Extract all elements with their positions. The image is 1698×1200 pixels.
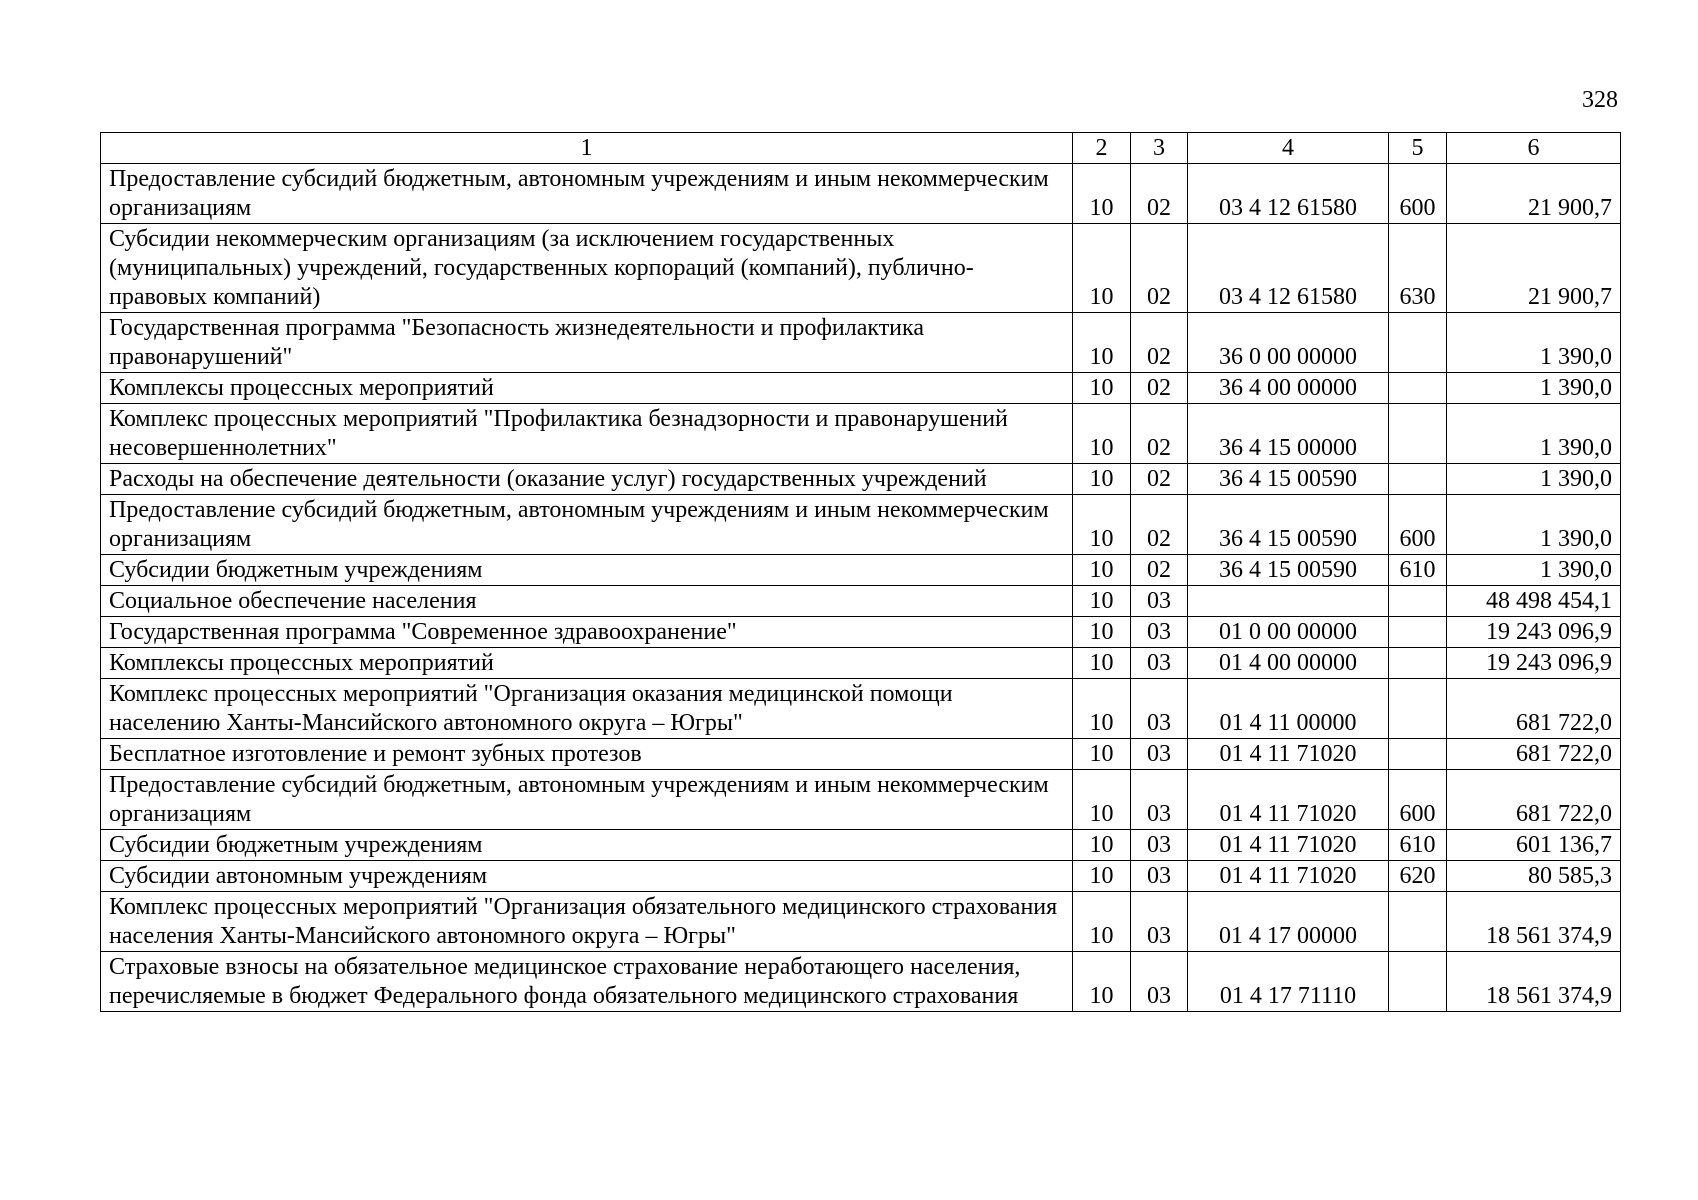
row-section: 10 [1073, 952, 1131, 1012]
table-row [101, 313, 1621, 373]
row-subsection: 02 [1131, 495, 1188, 555]
budget-table [100, 132, 1621, 1012]
row-section: 10 [1073, 739, 1131, 770]
row-target-article: 36 4 15 00000 [1188, 404, 1389, 464]
row-target-article: 01 4 11 00000 [1188, 679, 1389, 739]
row-target-article: 01 4 17 00000 [1188, 892, 1389, 952]
row-target-article: 01 4 11 71020 [1188, 861, 1389, 892]
table-row [101, 555, 1621, 586]
row-name: Предоставление субсидий бюджетным, автономным учреждениям и иным некоммерческим организациям [101, 770, 1073, 830]
row-name: Предоставление субсидий бюджетным, автономным учреждениям и иным некоммерческим организациям [101, 164, 1073, 224]
table-row [101, 404, 1621, 464]
column-header: 2 [1073, 133, 1131, 164]
row-name: Комплекс процессных мероприятий "Организация оказания медицинской помощи населению Ханты-Мансийского автономного округа – Югры" [101, 679, 1073, 739]
row-subsection: 02 [1131, 164, 1188, 224]
row-amount: 1 390,0 [1447, 404, 1621, 464]
row-amount: 1 390,0 [1447, 555, 1621, 586]
column-header: 3 [1131, 133, 1188, 164]
row-name: Социальное обеспечение населения [101, 586, 1073, 617]
row-name: Комплексы процессных мероприятий [101, 648, 1073, 679]
row-section: 10 [1073, 164, 1131, 224]
row-target-article: 01 4 11 71020 [1188, 739, 1389, 770]
row-expense-type [1389, 617, 1447, 648]
row-name: Комплекс процессных мероприятий "Организация обязательного медицинского страхования населения Ханты-Мансийского автономного округа – Югры" [101, 892, 1073, 952]
row-target-article: 36 0 00 00000 [1188, 313, 1389, 373]
table-row [101, 679, 1621, 739]
row-name: Предоставление субсидий бюджетным, автономным учреждениям и иным некоммерческим организациям [101, 495, 1073, 555]
row-section: 10 [1073, 313, 1131, 373]
row-target-article: 36 4 15 00590 [1188, 464, 1389, 495]
row-amount: 21 900,7 [1447, 164, 1621, 224]
row-expense-type: 620 [1389, 861, 1447, 892]
row-section: 10 [1073, 224, 1131, 313]
row-expense-type [1389, 679, 1447, 739]
row-name: Субсидии некоммерческим организациям (за исключением государственных (муниципальных) учреждений, государственных корпораций (компаний), публично-правовых компаний) [101, 224, 1073, 313]
row-target-article: 03 4 12 61580 [1188, 164, 1389, 224]
row-target-article: 01 4 00 00000 [1188, 648, 1389, 679]
table-row [101, 164, 1621, 224]
column-header: 4 [1188, 133, 1389, 164]
table-row [101, 892, 1621, 952]
row-subsection: 02 [1131, 224, 1188, 313]
row-section: 10 [1073, 495, 1131, 555]
row-section: 10 [1073, 861, 1131, 892]
row-target-article: 36 4 00 00000 [1188, 373, 1389, 404]
row-section: 10 [1073, 679, 1131, 739]
row-subsection: 03 [1131, 952, 1188, 1012]
table-row [101, 952, 1621, 1012]
row-name: Страховые взносы на обязательное медицинское страхование неработающего населения, перечисляемые в бюджет Федерального фонда обязательного медицинского страхования [101, 952, 1073, 1012]
row-target-article: 01 4 17 71110 [1188, 952, 1389, 1012]
row-amount: 1 390,0 [1447, 313, 1621, 373]
row-subsection: 02 [1131, 373, 1188, 404]
row-target-article: 36 4 15 00590 [1188, 555, 1389, 586]
column-header: 5 [1389, 133, 1447, 164]
row-subsection: 03 [1131, 679, 1188, 739]
row-amount: 681 722,0 [1447, 739, 1621, 770]
row-amount: 1 390,0 [1447, 464, 1621, 495]
row-expense-type [1389, 404, 1447, 464]
table-row [101, 830, 1621, 861]
table-row [101, 373, 1621, 404]
table-row [101, 464, 1621, 495]
row-name: Комплексы процессных мероприятий [101, 373, 1073, 404]
row-expense-type: 610 [1389, 830, 1447, 861]
row-name: Субсидии бюджетным учреждениям [101, 555, 1073, 586]
row-expense-type: 630 [1389, 224, 1447, 313]
row-subsection: 02 [1131, 555, 1188, 586]
row-name: Расходы на обеспечение деятельности (оказание услуг) государственных учреждений [101, 464, 1073, 495]
row-section: 10 [1073, 586, 1131, 617]
row-amount: 1 390,0 [1447, 495, 1621, 555]
header-row [101, 133, 1621, 164]
row-expense-type: 610 [1389, 555, 1447, 586]
row-subsection: 03 [1131, 861, 1188, 892]
row-target-article [1188, 586, 1389, 617]
column-header: 1 [101, 133, 1073, 164]
table-row [101, 770, 1621, 830]
row-subsection: 02 [1131, 464, 1188, 495]
row-section: 10 [1073, 892, 1131, 952]
row-section: 10 [1073, 830, 1131, 861]
row-subsection: 03 [1131, 586, 1188, 617]
row-expense-type [1389, 313, 1447, 373]
row-target-article: 01 0 00 00000 [1188, 617, 1389, 648]
row-subsection: 03 [1131, 892, 1188, 952]
row-target-article: 01 4 11 71020 [1188, 830, 1389, 861]
table-row [101, 861, 1621, 892]
row-amount: 19 243 096,9 [1447, 648, 1621, 679]
row-subsection: 03 [1131, 617, 1188, 648]
row-name: Субсидии автономным учреждениям [101, 861, 1073, 892]
row-expense-type [1389, 648, 1447, 679]
row-expense-type [1389, 952, 1447, 1012]
row-amount: 48 498 454,1 [1447, 586, 1621, 617]
row-target-article: 36 4 15 00590 [1188, 495, 1389, 555]
row-expense-type [1389, 739, 1447, 770]
row-amount: 18 561 374,9 [1447, 892, 1621, 952]
row-section: 10 [1073, 373, 1131, 404]
row-target-article: 03 4 12 61580 [1188, 224, 1389, 313]
row-expense-type: 600 [1389, 495, 1447, 555]
row-name: Государственная программа "Безопасность жизнедеятельности и профилактика правонарушений" [101, 313, 1073, 373]
table-row [101, 648, 1621, 679]
row-section: 10 [1073, 555, 1131, 586]
row-section: 10 [1073, 648, 1131, 679]
row-name: Субсидии бюджетным учреждениям [101, 830, 1073, 861]
row-amount: 18 561 374,9 [1447, 952, 1621, 1012]
row-amount: 21 900,7 [1447, 224, 1621, 313]
row-section: 10 [1073, 404, 1131, 464]
row-expense-type [1389, 464, 1447, 495]
row-expense-type [1389, 373, 1447, 404]
row-subsection: 03 [1131, 830, 1188, 861]
table-body [101, 164, 1621, 1012]
row-amount: 681 722,0 [1447, 770, 1621, 830]
row-subsection: 02 [1131, 313, 1188, 373]
row-amount: 80 585,3 [1447, 861, 1621, 892]
row-expense-type: 600 [1389, 770, 1447, 830]
table-row [101, 586, 1621, 617]
column-header: 6 [1447, 133, 1621, 164]
row-section: 10 [1073, 770, 1131, 830]
row-expense-type [1389, 892, 1447, 952]
row-subsection: 03 [1131, 648, 1188, 679]
row-name: Государственная программа "Современное здравоохранение" [101, 617, 1073, 648]
row-subsection: 02 [1131, 404, 1188, 464]
table-row [101, 617, 1621, 648]
row-amount: 1 390,0 [1447, 373, 1621, 404]
table-row [101, 224, 1621, 313]
row-expense-type [1389, 586, 1447, 617]
row-amount: 681 722,0 [1447, 679, 1621, 739]
row-amount: 601 136,7 [1447, 830, 1621, 861]
row-name: Бесплатное изготовление и ремонт зубных протезов [101, 739, 1073, 770]
row-subsection: 03 [1131, 770, 1188, 830]
page-number: 328 [1582, 87, 1618, 113]
table-row [101, 495, 1621, 555]
row-amount: 19 243 096,9 [1447, 617, 1621, 648]
row-name: Комплекс процессных мероприятий "Профилактика безнадзорности и правонарушений несовершеннолетних" [101, 404, 1073, 464]
row-expense-type: 600 [1389, 164, 1447, 224]
table-row [101, 739, 1621, 770]
row-section: 10 [1073, 464, 1131, 495]
row-section: 10 [1073, 617, 1131, 648]
row-subsection: 03 [1131, 739, 1188, 770]
row-target-article: 01 4 11 71020 [1188, 770, 1389, 830]
